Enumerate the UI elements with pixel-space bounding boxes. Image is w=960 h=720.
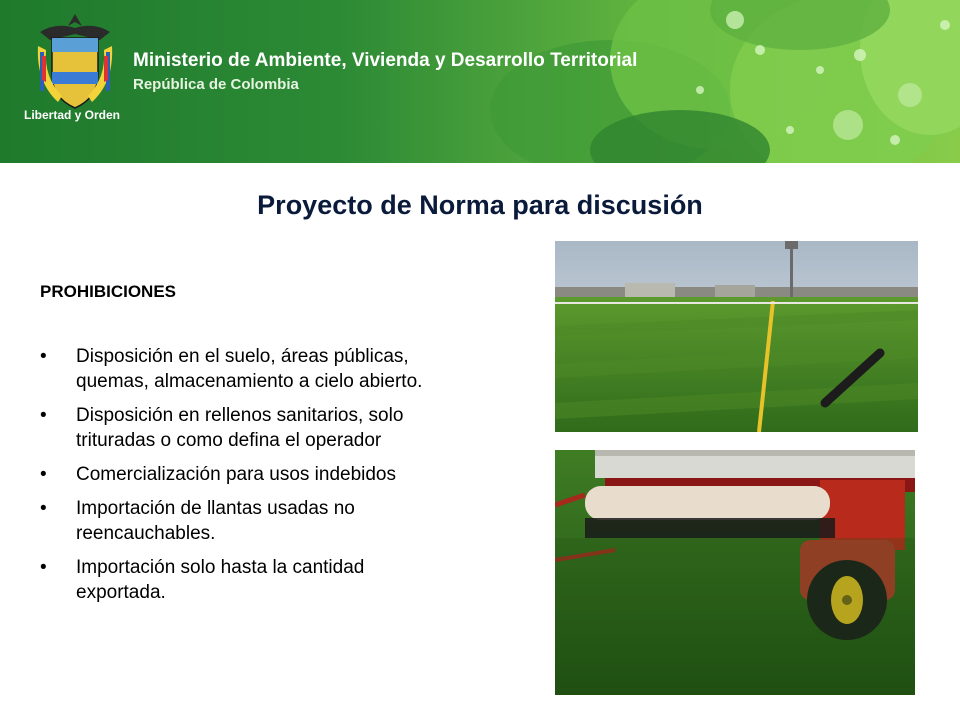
bullet-marker: • xyxy=(40,557,47,578)
list-item xyxy=(40,462,540,487)
bullet-marker: • xyxy=(40,405,47,426)
bullet-line: trituradas o como defina el operador xyxy=(76,430,382,451)
bullet-line: exportada. xyxy=(76,582,166,603)
slide-title: Proyecto de Norma para discusión xyxy=(257,190,703,220)
motto-text: Libertad y Orden xyxy=(23,108,121,122)
bullet-line: Disposición en rellenos sanitarios, solo xyxy=(76,405,404,426)
list-item xyxy=(40,496,540,546)
bullet-line: quemas, almacenamiento a cielo abierto. xyxy=(76,371,423,392)
bullet-line: Importación solo hasta la cantidad xyxy=(76,557,365,578)
ministry-name: Ministerio de Ambiente, Vivienda y Desarrollo Territorial xyxy=(133,50,638,71)
bullet-line: Comercialización para usos indebidos xyxy=(76,464,397,485)
turf-machine-photo xyxy=(555,450,915,695)
bullet-marker: • xyxy=(40,498,47,519)
coat-of-arms-icon xyxy=(28,12,122,122)
list-item xyxy=(40,555,540,605)
header-banner xyxy=(0,0,960,163)
list-item xyxy=(40,403,540,453)
bullet-marker: • xyxy=(40,464,47,485)
section-heading: PROHIBICIONES xyxy=(40,282,177,301)
artificial-turf-field-photo xyxy=(555,241,918,432)
bullet-marker: • xyxy=(40,346,47,367)
republic-name: República de Colombia xyxy=(133,76,299,93)
bullet-line: Disposición en el suelo, áreas públicas, xyxy=(76,346,409,367)
list-item xyxy=(40,344,540,394)
bullet-line: Importación de llantas usadas no xyxy=(76,498,355,519)
bullet-line: reencauchables. xyxy=(76,523,216,544)
prohibitions-list xyxy=(40,344,540,614)
